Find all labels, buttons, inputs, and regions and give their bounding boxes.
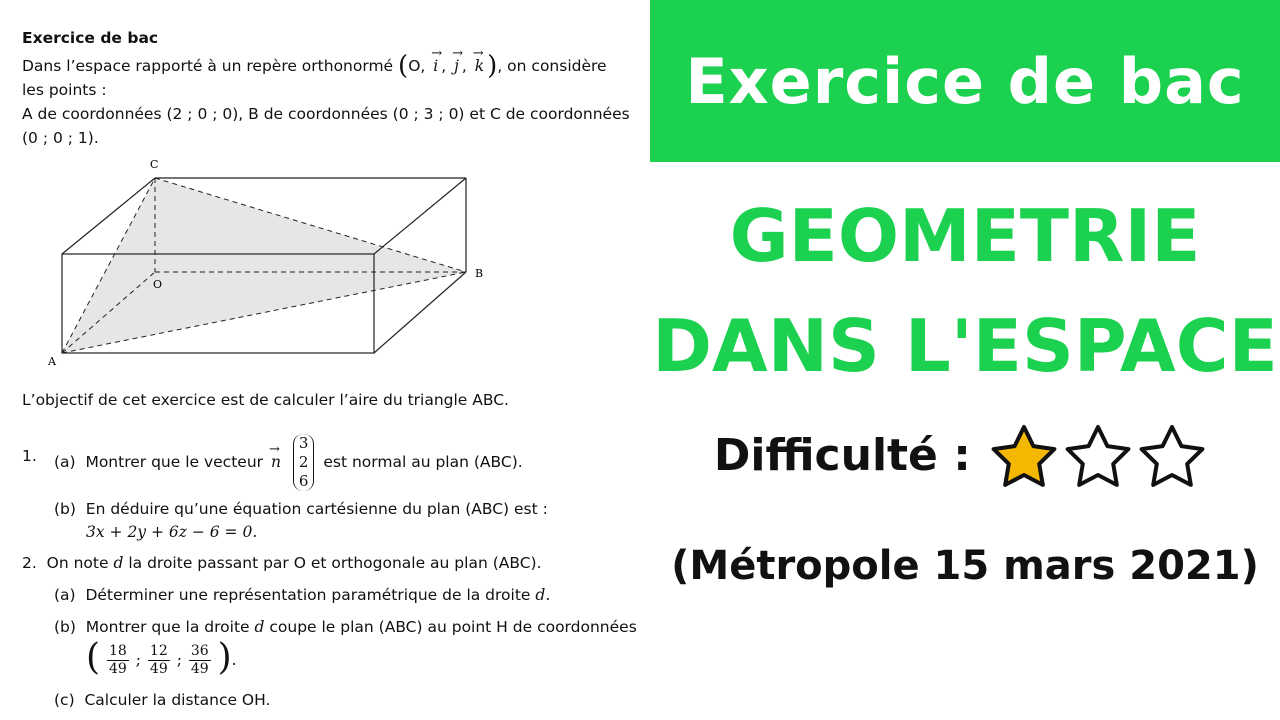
intro-line-2: les points : xyxy=(22,81,107,99)
topic-line-2: DANS L'ESPACE xyxy=(652,304,1278,388)
q2a: (a) Déterminer une représentation paramétrique de la droite d. xyxy=(54,586,551,604)
intro-line-1: Dans l’espace rapporté à un repère orthonormé (O, → i , → j , → k ), on considère xyxy=(22,50,607,76)
vector-n: → n xyxy=(271,420,281,498)
point-h-coordinates: ( $\frac{18}{49}$ ; $\frac{12}{49}$ ; $\frac{36}{49}$ ). xyxy=(86,637,237,678)
q1-number: 1. xyxy=(22,447,37,465)
exam-source: (Métropole 15 mars 2021) xyxy=(671,543,1259,589)
label-o: O xyxy=(153,278,163,291)
label-b: B xyxy=(475,267,484,280)
box-figure xyxy=(0,150,650,375)
objective-text: L’objectif de cet exercice est de calculer l’aire du triangle ABC. xyxy=(22,391,509,409)
label-a: A xyxy=(48,355,56,368)
vector-j: → j xyxy=(454,50,459,76)
star-empty-icon xyxy=(1068,427,1129,485)
banner-title: Exercice de bac xyxy=(685,44,1245,118)
intro-line-3: A de coordonnées (2 ; 0 ; 0), B de coordonnées (0 ; 3 ; 0) et C de coordonnées xyxy=(22,105,630,123)
exercise-title: Exercice de bac xyxy=(22,29,159,47)
q1a: (a) Montrer que le vecteur → n 3 2 6 est normal au plan (ABC). xyxy=(54,420,523,498)
q2: 2. On note d la droite passant par O et orthogonale au plan (ABC). xyxy=(22,554,542,572)
topic-line-1: GEOMETRIE xyxy=(729,194,1201,278)
vector-k: → k xyxy=(475,50,484,76)
star-empty-icon xyxy=(1142,427,1203,485)
difficulty-row xyxy=(650,420,1280,493)
fraction: $\frac{36}{49}$ xyxy=(190,643,209,677)
fraction: $\frac{12}{49}$ xyxy=(149,643,168,677)
intro-line-4: (0 ; 0 ; 1). xyxy=(22,129,99,147)
q2b: (b) Montrer que la droite d coupe le plan (ABC) au point H de coordonnées xyxy=(54,618,637,636)
vector-i: → i xyxy=(433,50,438,76)
title-banner xyxy=(650,0,1280,162)
q2c: (c) Calculer la distance OH. xyxy=(54,691,271,709)
normal-vector-components: 3 2 6 xyxy=(293,434,315,491)
plane-equation: 3x + 2y + 6z − 6 = 0. xyxy=(86,523,258,541)
star-filled-icon xyxy=(994,427,1055,485)
box-edge xyxy=(374,178,466,254)
fraction: $\frac{18}{49}$ xyxy=(108,643,127,677)
q1b: (b) En déduire qu’une équation cartésienne du plan (ABC) est : xyxy=(54,500,548,518)
label-c: C xyxy=(150,158,159,171)
difficulty-label: Difficulté : xyxy=(713,430,971,481)
difficulty-stars xyxy=(986,423,1216,493)
